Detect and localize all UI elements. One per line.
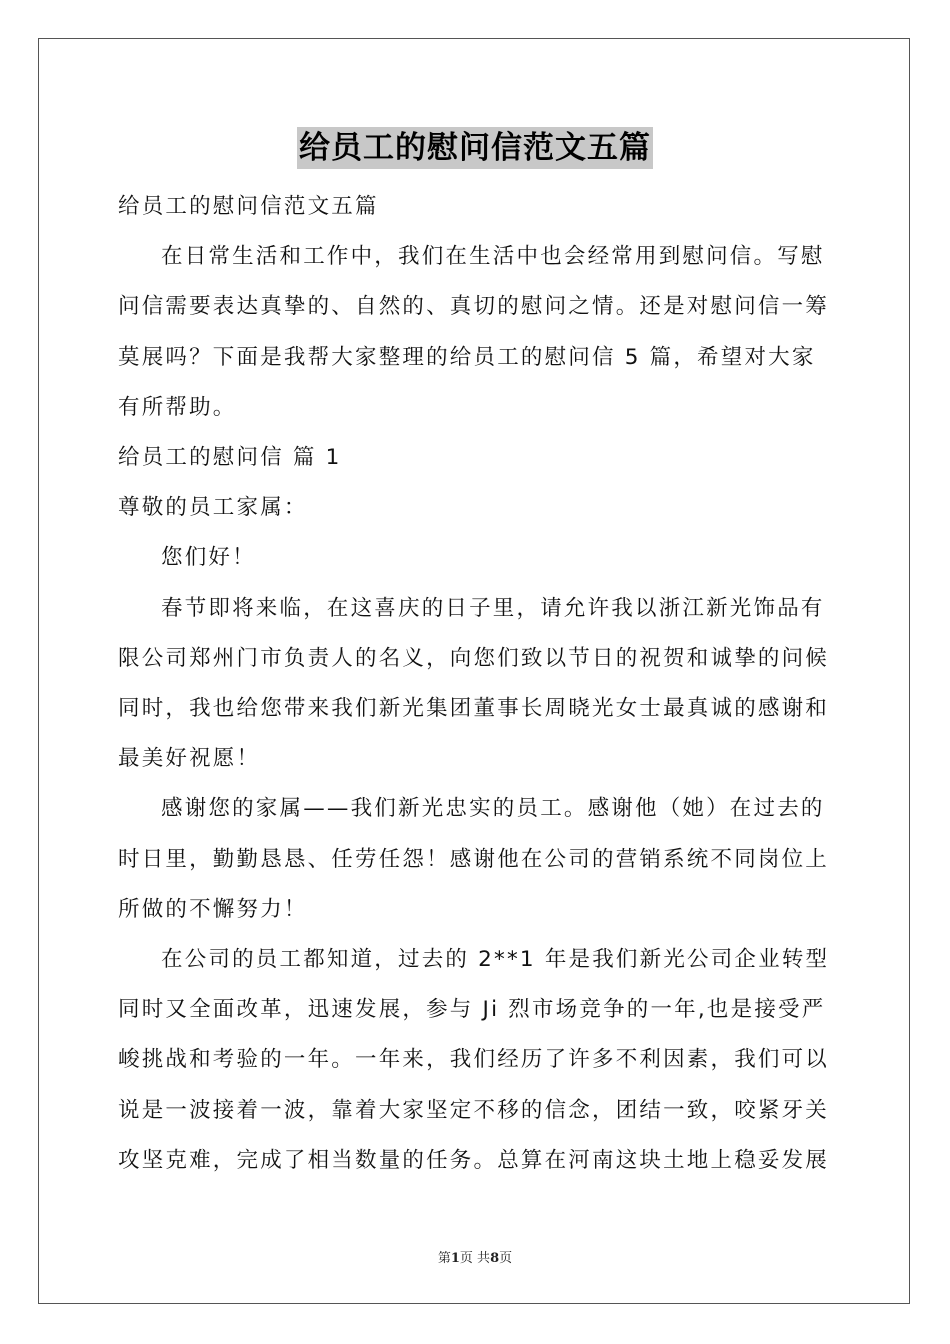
paragraph: 给员工的慰问信范文五篇 <box>118 194 379 219</box>
footer-page-prefix: 第 <box>437 1251 451 1266</box>
footer-page-number: 1 <box>450 1251 460 1266</box>
footer-page-mid: 页 共 <box>459 1251 491 1266</box>
paragraph: 感谢您的家属——我们新光忠实的员工。感谢他（她）在过去的时日里，勤勤恳恳、任劳任怨！感谢他在公司的营销系统不同岗位上所做的不懈努力！ <box>118 796 830 922</box>
paragraph: 春节即将来临，在这喜庆的日子里，请允许我以浙江新光饰品有限公司郑州门市负责人的名义，向您们致以节日的祝贺和诚挚的问候同时，我也给您带来我们新光集团董事长周晓光女士最真诚的感谢和最美好祝愿！ <box>118 595 830 772</box>
page-footer <box>0 1247 950 1266</box>
title-container <box>0 127 950 169</box>
document-body <box>118 182 834 1186</box>
paragraph: 在公司的员工都知道，过去的 2**1 年是我们新光公司企业转型同时又全面改革，迅速发展，参与 Ji 烈市场竞争的一年,也是接受严峻挑战和考验的一年。一年来，我们经历了许多不利因素，我们可以说是一波接着一波，靠着大家坚定不移的信念，团结一致，咬紧牙关攻坚克难，完成了相当数量的任务。总算在河南这块土地上稳妥发展 <box>118 947 830 1173</box>
salutation: 尊敬的员工家属： <box>118 495 308 521</box>
footer-total-pages: 8 <box>490 1251 500 1266</box>
paragraph: 在日常生活和工作中，我们在生活中也会经常用到慰问信。写慰问信需要表达真挚的、自然的、真切的慰问之情。还是对慰问信一筹莫展吗？下面是我帮大家整理的给员工的慰问信 5 篇，希望对大家有所帮助。 <box>118 244 830 420</box>
document-title: 给员工的慰问信范文五篇 <box>297 127 653 169</box>
section-heading: 给员工的慰问信 篇 1 <box>118 445 342 471</box>
greeting: 您们好！ <box>161 545 256 571</box>
footer-page-suffix: 页 <box>499 1251 513 1266</box>
